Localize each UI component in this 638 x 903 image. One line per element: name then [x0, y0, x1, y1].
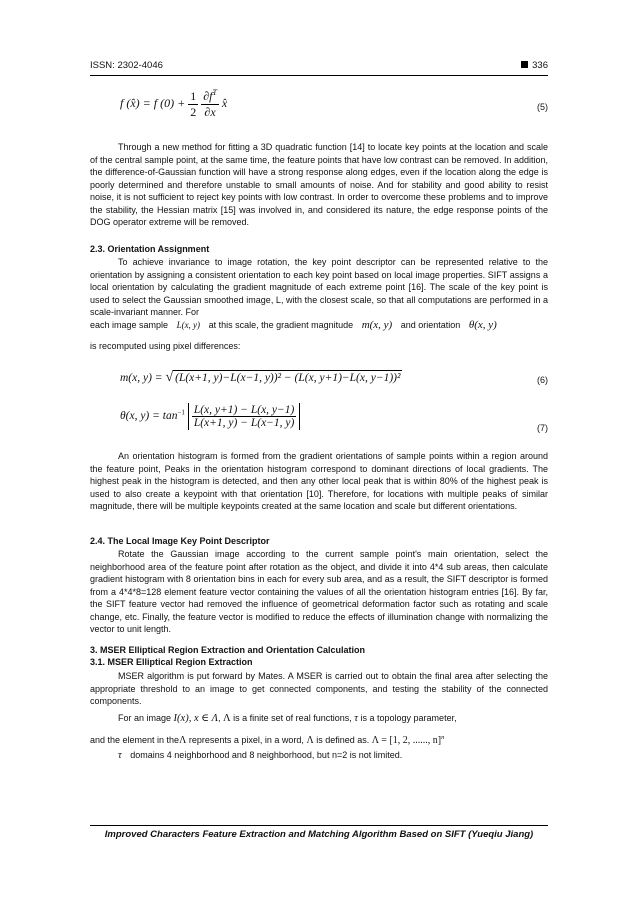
section-heading-2-3: 2.3. Orientation Assignment — [90, 244, 210, 254]
sqrt-icon: √ — [165, 370, 174, 385]
page-number: 336 — [532, 60, 548, 71]
issn-label: ISSN: 2302-4046 — [90, 60, 163, 71]
equation-7-number: (7) — [537, 423, 548, 433]
lambda-definition: Λ = [1, 2, ......, n] — [371, 735, 442, 746]
paragraph-orientation-assignment: To achieve invariance to image rotation, the key point descriptor can be represented relative to the orientation by assigning a consistent orientation to each key point based on local image properties. SIFT assigns a local orientation by calculating the gradient magnitude of each extreme point [16]. The scale of the key point is used to select the Gaussian smoothed image, L, with the closest scale, so that all computations are performed in a scale-invariant manner. For — [90, 257, 548, 317]
eq6-radicand: (L(x+1, y)−L(x−1, y))² − (L(x, y+1)−L(x, y−1))² — [175, 372, 401, 384]
equation-7: θ(x, $y) = \tan^{-1}$ $\frac{L(x, y+1) - L(x, y-1)}{L(x+1, y) - L(x-1, y)}$ — [120, 403, 300, 430]
mser-line-2: and the element in theΛ represents a pixel, in a word, Λ is defined as. Λ = [1, 2, ......, n]$^n$ — [90, 734, 445, 746]
equation-6-number: (6) — [537, 375, 548, 385]
eq5-frac-half: $\frac{1}{2}$ — [190, 88, 197, 119]
paragraph-keypoint-localization: Through a new method for fitting a 3D quadratic function [14] to locate key points at the location and scale of the central sample point, at the same time, the feature points that have low contrast can be removed. In addition, the difference-of-Gaussian function will have a strong response along edges, even if the location along the edge is poorly determined and therefore unstable to small amounts of noise. And for stability and good ability to resist noise, it is not sufficient to reject key points with low contrast. In order to overcome these problems and to improve the stability, the Hessian matrix [15] was involved in, and considered its nature, the edge response points of the DOG operator extreme will be removed. — [90, 142, 548, 227]
symbol-theta: θ(x, y) — [468, 319, 497, 331]
eq7-fraction: $\frac{L(x, y+1) - L(x, y-1)}{L(x+1, y) - L(x-1, y)}$ — [193, 404, 295, 429]
eq5-lhs: f (x̂) = f (0) + — [120, 95, 186, 110]
eq5-frac-partial: $\frac{\partial f^T}{\partial x}$ — [203, 88, 217, 119]
footer-rule — [90, 825, 548, 826]
equation-5 — [120, 88, 227, 120]
paragraph-orientation-histogram: An orientation histogram is formed from the gradient orientations of sample points within a region around the feature point, Peaks in the orientation histogram correspond to dominant directions of local gradients. The highest peak in the histogram is detected, and then any other local peak that is within 80% of the highest peak is used to also create a keypoint with that orientation [10]. Therefore, for locations with multiple peaks of similar magnitude, there will be multiple keypoints created at the same location and scale but different orientations. — [90, 451, 548, 511]
equation-6: m(x, y) = √ (L(x+1, y)−L(x−1, y))² − (L(x, y+1)−L(x, y−1))² — [120, 370, 401, 385]
equation-5-number: (5) — [537, 102, 548, 112]
page-header — [90, 58, 548, 76]
eq7-bracket — [188, 403, 301, 430]
section-heading-3-1: 3.1. MSER Elliptical Region Extraction — [90, 657, 253, 667]
section-heading-3: 3. MSER Elliptical Region Extraction and Orientation Calculation — [90, 645, 366, 655]
mser-line-3: τ domains 4 neighborhood and 8 neighborhood, but n=2 is not limited. — [118, 750, 403, 761]
symbol-tau: τ — [354, 713, 358, 724]
symbol-image: I(x), x ∈ Λ — [173, 713, 218, 724]
orientation-inline-line: each image sample L(x, y) at this scale, the gradient magnitude m(x, y) and orientation θ(x, y) — [90, 319, 497, 331]
page-footer: Improved Characters Feature Extraction and Matching Algorithm Based on SIFT (Yueqiu Jiang) — [104, 829, 534, 840]
symbol-lambda: Λ — [223, 713, 231, 724]
mser-line-1: For an image I(x), x ∈ Λ, Λ is a finite set of real functions, τ is a topology parameter, — [118, 713, 457, 724]
paragraph-descriptor: Rotate the Gaussian image according to the current sample point's main orientation, select the neighborhood area of the feature point after rotation as the object, and divide it into 4*4 sub areas, then calculate gradient histogram with 8 orientation bins in each for every sub area, and as a result, the SIFT descriptor is formed from a 4*4*8=128 element feature vector containing the values of all the orientation histogram entries [16]. By far, the SIFT feature vector had removed the influence of geometrical deformation factor such as rotating and scale change, etc. Finally, the feature vector is modified to reduce the effects of illumination change with normalizing the vector to unit length. — [90, 549, 548, 634]
square-bullet-icon — [521, 61, 528, 68]
symbol-m: m(x, y) — [361, 319, 393, 331]
header-rule — [90, 75, 548, 76]
orientation-last-line: is recomputed using pixel differences: — [90, 341, 241, 351]
paragraph-mser: MSER algorithm is put forward by Mates. A MSER is carried out to obtain the final area after selecting the appropriate threshold to an image to get connected components, and testing the stability of the connected components. — [90, 671, 548, 706]
symbol-L: L(x, y) — [176, 320, 201, 330]
section-heading-2-4: 2.4. The Local Image Key Point Descriptor — [90, 536, 270, 546]
eq5-tail: x̂ — [221, 95, 228, 110]
